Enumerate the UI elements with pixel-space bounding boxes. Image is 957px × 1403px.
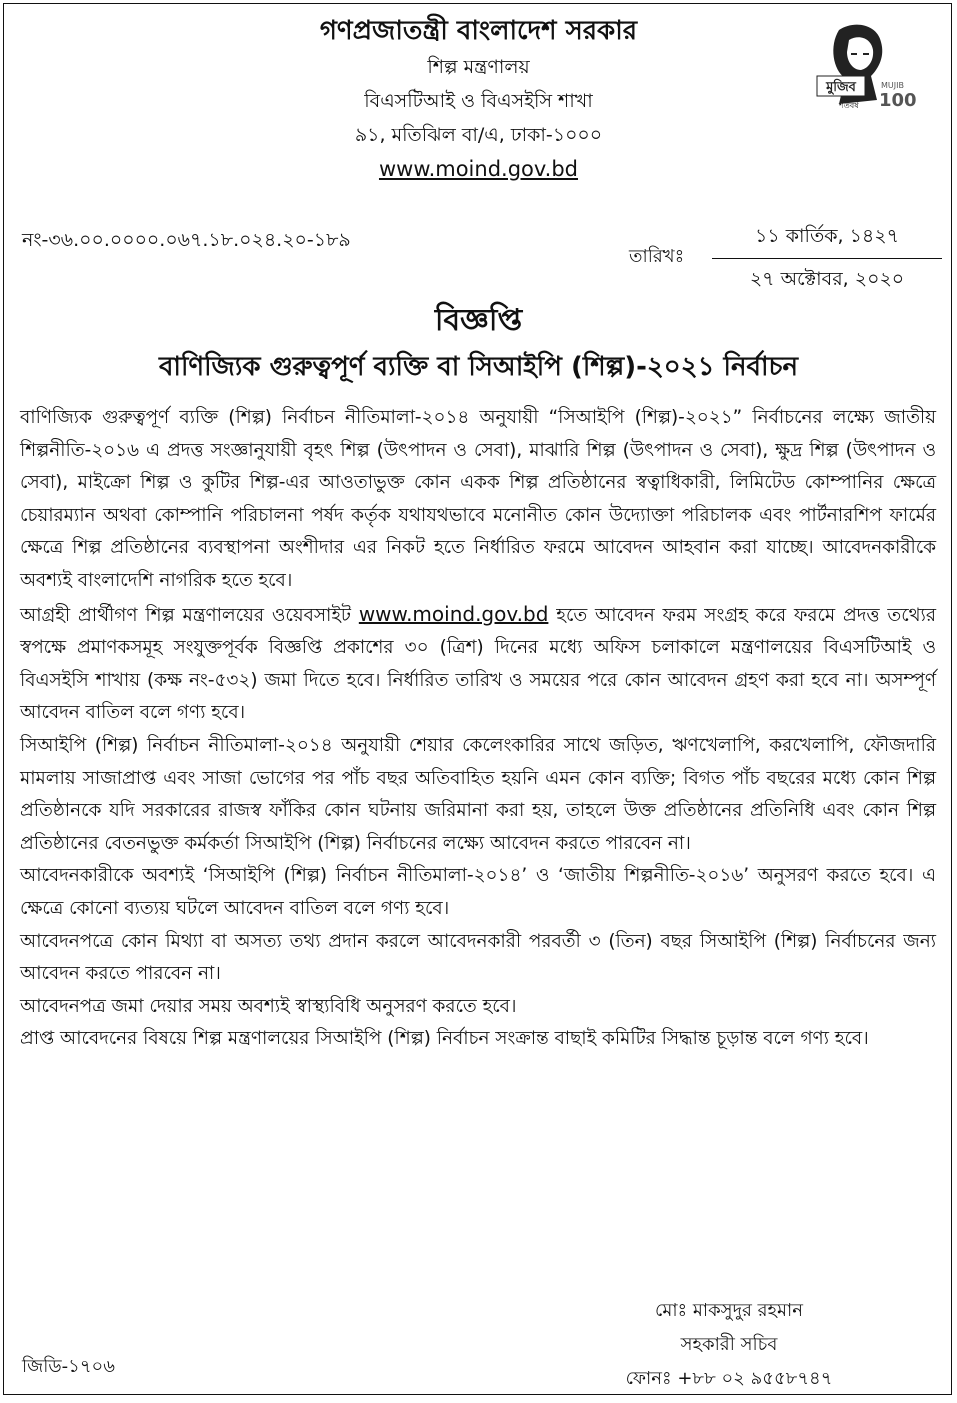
paragraph-2-end: হতে আবেদন ফরম সংগ্রহ করে ফরমে প্রদত্ত তথ্যের স্বপক্ষে প্রমাণকসমূহ সংযুক্তপূর্বক বিজ্ঞপ্তি প্রকাশের ৩০ (ত্রিশ) দিনের মধ্যে অফিস চলাকালে মন্ত্রণালয়ের বিএসটিআই ও বিএসইসি শাখায় (কক্ষ নং-৫৩২) জমা দিতে হবে। নির্ধারিত তারিখ ও সময়ের পরে কোন আবেদন গ্রহণ করা হবে না। অসম্পূর্ণ আবেদন বাতিল বলে গণ্য হবে। (20, 604, 936, 724)
logo-text-bangla: মুজিব (826, 80, 856, 95)
notice-title: বিজ্ঞপ্তি (434, 303, 523, 338)
paragraph-5: আবেদনপত্রে কোন মিথ্যা বা অসত্য তথ্য প্রদান করলে আবেদনকারী পরবর্তী ৩ (তিন) বছর সিআইপি (শিল্প) নির্বাচনের জন্য আবেদন করতে পারবেন না। (20, 930, 936, 985)
signatory-designation: সহকারী সচিব (680, 1334, 778, 1355)
signature-block (564, 1294, 894, 1396)
paragraph-2 (20, 598, 936, 730)
notice-body (20, 402, 936, 1056)
memo-number: নং-৩৬.০০.০০০০.০৬৭.১৮.০২৪.২০-১৮৯ (22, 229, 351, 251)
date-english: ২৭ অক্টোবর, ২০২০ (749, 268, 905, 290)
mujib-portrait-icon (799, 20, 917, 111)
signatory-phone: ফোনঃ +৮৮ ০২ ৯৫৫৮৭৪৭ (625, 1368, 833, 1389)
website-inline-link[interactable]: www.moind.gov.bd (358, 601, 549, 626)
paragraph-6: আবেদনপত্র জমা দেয়ার সময় অবশ্যই স্বাস্থ্যবিধি অনুসরণ করতে হবে। (20, 995, 517, 1017)
office-address: ৯১, মতিঝিল বা/এ, ঢাকা-১০০০ (354, 124, 603, 146)
paragraph-2-start: আগ্রহী প্রার্থীগণ শিল্প মন্ত্রণালয়ের ওয়েবসাইট (20, 604, 359, 626)
logo-text-en: MUJIB (881, 81, 904, 90)
notice-page (3, 3, 952, 1395)
paragraph-7: প্রাপ্ত আবেদনের বিষয়ে শিল্প মন্ত্রণালয়ের সিআইপি (শিল্প) নির্বাচন সংক্রান্ত বাছাই কমিটির সিদ্ধান্ত চূড়ান্ত বলে গণ্য হবে। (20, 1028, 869, 1050)
paragraph-1: বাণিজ্যিক গুরুত্বপূর্ণ ব্যক্তি (শিল্প) নির্বাচন নীতিমালা-২০১৪ অনুযায়ী “সিআইপি (শিল্প)-২০২১” নির্বাচনের লক্ষ্যে জাতীয় শিল্পনীতি-২০১৬ এ প্রদত্ত সংজ্ঞানুযায়ী বৃহৎ শিল্প (উৎপাদন ও সেবা), মাঝারি শিল্প (উৎপাদন ও সেবা), ক্ষুদ্র শিল্প (উৎপাদন ও সেবা), মাইক্রো শিল্প ও কুটির শিল্প-এর আওতাভুক্ত কোন একক শিল্প প্রতিষ্ঠানের স্বত্বাধিকারী, লিমিটেড কোম্পানির ক্ষেত্রে চেয়ারম্যান অথবা কোম্পানি পরিচালনা পর্ষদ কর্তৃক যথাযথভাবে মনোনীত কোন উদ্যোক্তা পরিচালক এবং পার্টনারশিপ ফার্মের ক্ষেত্রে শিল্প প্রতিষ্ঠানের ব্যবস্থাপনা অংশীদার এর নিকট হতে নির্ধারিত ফরমে আবেদন আহবান করা যাচ্ছে। আবেদনকারীকে অবশ্যই বাংলাদেশি নাগরিক হতে হবে। (20, 407, 936, 591)
ministry-name: শিল্প মন্ত্রণালয় (427, 56, 530, 78)
website-link[interactable]: www.moind.gov.bd (378, 157, 579, 181)
notice-subtitle: বাণিজ্যিক গুরুত্বপূর্ণ ব্যক্তি বা সিআইপি (শিল্প)-২০২১ নির্বাচন (158, 352, 799, 382)
signatory-name: মোঃ মাকসুদুর রহমান (655, 1300, 803, 1321)
branch-name: বিএসটিআই ও বিএসইসি শাখা (364, 90, 593, 112)
mujib-100-logo (799, 20, 917, 111)
date-bangla: ১১ কার্তিক, ১৪২৭ (712, 222, 942, 259)
paragraph-3: সিআইপি (শিল্প) নির্বাচন নীতিমালা-২০১৪ অনুযায়ী শেয়ার কেলেংকারির সাথে জড়িত, ঋণখেলাপি, করখেলাপি, ফৌজদারি মামলায় সাজাপ্রাপ্ত এবং সাজা ভোগের পর পাঁচ বছর অতিবাহিত হয়নি এমন কোন ব্যক্তি; বিগত পাঁচ বছরের মধ্যে কোন শিল্প প্রতিষ্ঠানকে যদি সরকারের রাজস্ব ফাঁকির কোন ঘটনায় জরিমানা করা হয়, তাহলে উক্ত প্রতিষ্ঠানের প্রতিনিধি এবং কোন শিল্প প্রতিষ্ঠানের বেতনভুক্ত কর্মকর্তা সিআইপি (শিল্প) নির্বাচনের লক্ষ্যে আবেদন করতে পারবেন না। (20, 734, 936, 854)
logo-text-100: 100 (879, 90, 917, 111)
date-label: তারিখঃ (629, 246, 685, 267)
logo-text-sub: শতবর্ষ (839, 101, 859, 110)
government-name: গণপ্রজাতন্ত্রী বাংলাদেশ সরকার (319, 16, 638, 46)
paragraph-4: আবেদনকারীকে অবশ্যই ‘সিআইপি (শিল্প) নির্বাচন নীতিমালা-২০১৪’ ও ‘জাতীয় শিল্পনীতি-২০১৬’ অনুসরণ করতে হবে। এ ক্ষেত্রে কোনো ব্যত্যয় ঘটলে আবেদন বাতিল বলে গণ্য হবে। (20, 865, 936, 919)
gd-number: জিডি-১৭০৬ (22, 1356, 115, 1377)
date-box (712, 222, 942, 297)
